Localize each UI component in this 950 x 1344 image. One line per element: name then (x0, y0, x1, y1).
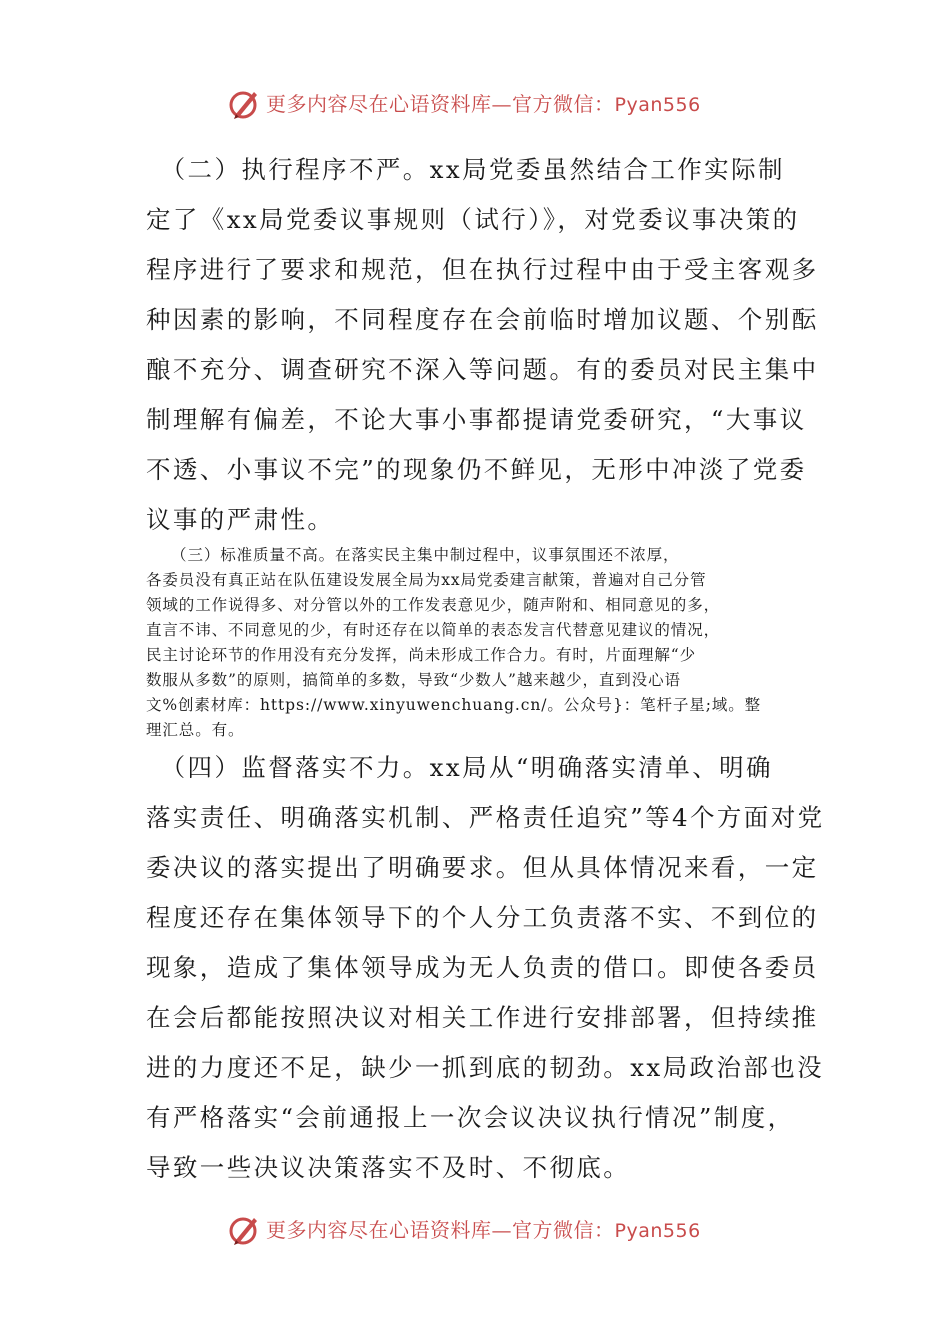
text-line: 文%创素材库：https://www.xinyuwenchuang.cn/。公众号}：笔杆子星;域。整 (146, 696, 762, 714)
text-line: 在会后都能按照决议对相关工作进行安排部署，但持续推 (146, 1003, 819, 1032)
text-line: 理汇总。有。 (146, 721, 245, 739)
text-line: 现象，造成了集体领导成为无人负责的借口。即使各委员 (146, 953, 819, 982)
text-line: （四）监督落实不力。xx局从“明确落实清单、明确 (146, 753, 773, 782)
text-line: 定了《xx局党委议事规则（试行）》，对党委议事决策的 (146, 205, 800, 234)
text-line: 落实责任、明确落实机制、严格责任追究”等4个方面对党 (146, 803, 825, 832)
pen-logo-icon (226, 1212, 262, 1248)
text-line: 进的力度还不足，缺少一抓到底的韧劲。xx局政治部也没 (146, 1053, 825, 1082)
text-line: 制理解有偏差，不论大事小事都提请党委研究，“大事议 (146, 405, 807, 434)
text-line: （二）执行程序不严。xx局党委虽然结合工作实际制 (146, 155, 785, 184)
text-line: 直言不讳、不同意见的少，有时还存在以简单的表态发言代替意见建议的情况， (146, 621, 721, 639)
wechat-handle: Pyan556 (614, 94, 701, 116)
text-line: 不透、小事议不完”的现象仍不鲜见，无形中冲淡了党委 (146, 455, 807, 484)
text-line: 程度还存在集体领导下的个人分工负责落不实、不到位的 (146, 903, 819, 932)
text-line: 各委员没有真正站在队伍建设发展全局为xx局党委建言献策，普遍对自己分管 (146, 571, 707, 589)
wechat-handle: Pyan556 (614, 1220, 701, 1242)
text-line: 有严格落实“会前通报上一次会议决议执行情况”制度， (146, 1103, 795, 1132)
text-line: 程序进行了要求和规范，但在执行过程中由于受主客观多 (146, 255, 819, 284)
header-banner (0, 84, 950, 124)
text-line: 种因素的影响，不同程度存在会前临时增加议题、个别酝 (146, 305, 819, 334)
text-line: 酿不充分、调查研究不深入等问题。有的委员对民主集中 (146, 355, 819, 384)
banner-text: 更多内容尽在心语资料库—官方微信：Pyan556 (266, 92, 701, 116)
text-line: 民主讨论环节的作用没有充分发挥，尚未形成工作合力。有时，片面理解“少 (146, 646, 697, 664)
text-line: 委决议的落实提出了明确要求。但从具体情况来看，一定 (146, 853, 819, 882)
text-line: （三）标准质量不高。在落实民主集中制过程中，议事氛围还不浓厚， (146, 546, 680, 564)
banner-text: 更多内容尽在心语资料库—官方微信：Pyan556 (266, 1218, 701, 1242)
text-line: 导致一些决议决策落实不及时、不彻底。 (146, 1153, 631, 1182)
text-line: 领域的工作说得多、对分管以外的工作发表意见少，随声附和、相同意见的多， (146, 596, 721, 614)
text-line: 数服从多数”的原则，搞简单的多数，导致“少数人”越来越少，直到没心语 (146, 671, 681, 689)
text-line: 议事的严肃性。 (146, 505, 335, 534)
pen-logo-icon (226, 86, 262, 122)
footer-banner (0, 1210, 950, 1250)
